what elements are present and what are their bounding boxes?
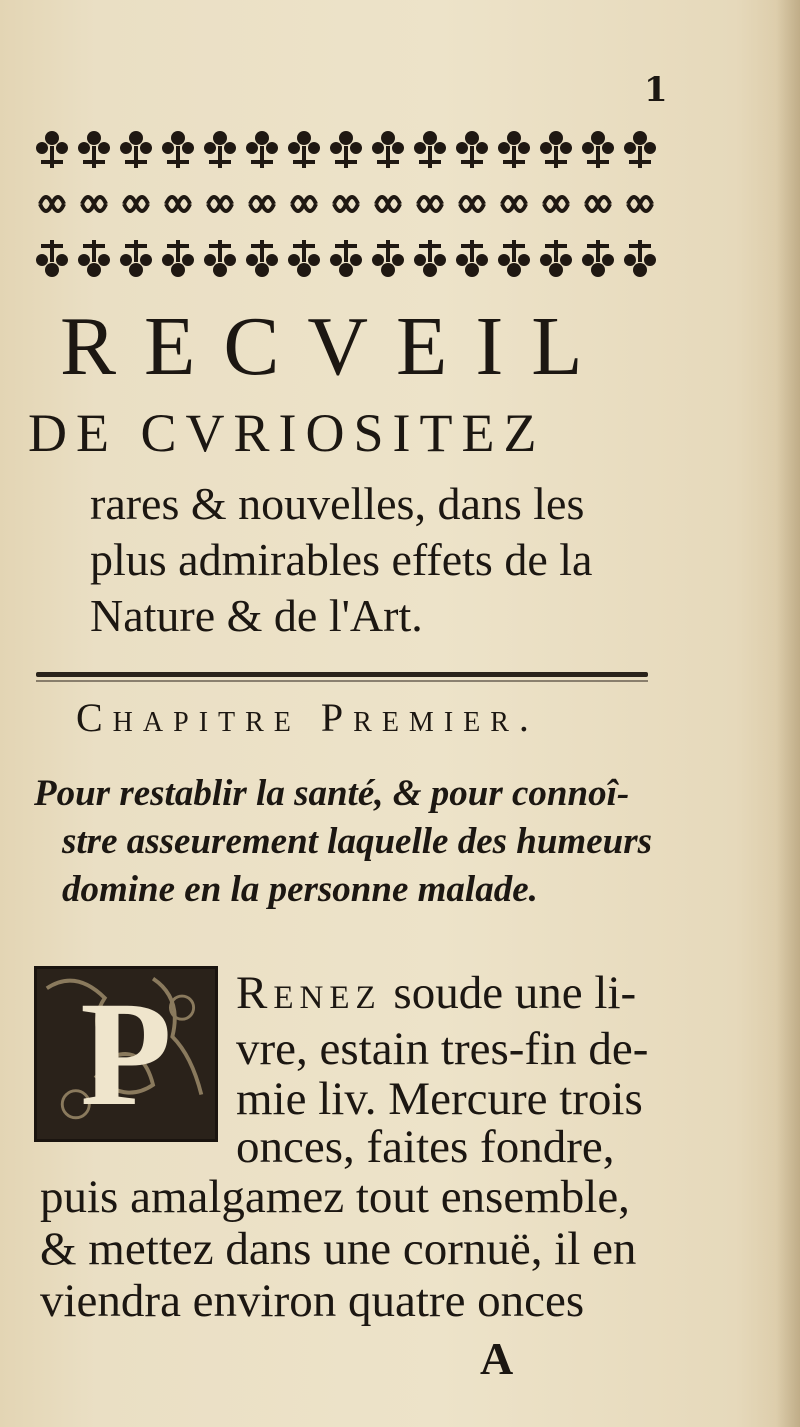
- paragraph-line: onces, faites fondre,: [236, 1121, 615, 1173]
- fleuron-icon: [204, 240, 236, 277]
- paragraph-line: viendra environ quatre onces: [40, 1275, 585, 1327]
- book-title: RECVEIL: [60, 300, 611, 393]
- fleuron-icon: [120, 240, 152, 277]
- fleuron-icon: [624, 240, 656, 277]
- fleuron-ornament-band: [30, 112, 660, 292]
- fleuron-icon: [372, 131, 404, 168]
- fleuron-icon: [246, 240, 278, 277]
- title-line: plus admirables effets de la: [90, 534, 593, 585]
- fleuron-icon: [544, 197, 568, 211]
- summary-line: Pour restablir la santé, & pour connoî-: [34, 773, 630, 814]
- fleuron-icon: [540, 240, 572, 277]
- fleuron-icon: [246, 131, 278, 168]
- fleuron-icon: [498, 131, 530, 168]
- fleuron-icon: [162, 240, 194, 277]
- page-number: 1: [644, 70, 668, 110]
- fleuron-icon: [292, 197, 316, 211]
- fleuron-icon: [372, 240, 404, 277]
- fleuron-icon: [162, 131, 194, 168]
- fleuron-icon: [334, 197, 358, 211]
- fleuron-icon: [36, 240, 68, 277]
- fleuron-icon: [418, 197, 442, 211]
- fleuron-icon: [36, 131, 68, 168]
- fleuron-icon: [456, 240, 488, 277]
- fleuron-icon: [82, 197, 106, 211]
- title-continuation: [90, 476, 690, 644]
- signature-mark: A: [480, 1333, 514, 1384]
- paragraph-first-word: Renez: [236, 967, 382, 1019]
- fleuron-icon: [288, 240, 320, 277]
- fleuron-icon: [250, 197, 274, 211]
- horizontal-rule-thin: [36, 680, 648, 682]
- fleuron-icon: [498, 240, 530, 277]
- title-line: rares & nouvelles, dans les: [90, 478, 585, 529]
- fleuron-icon: [78, 240, 110, 277]
- fleuron-icon: [330, 131, 362, 168]
- fleuron-icon: [540, 131, 572, 168]
- fleuron-icon: [208, 197, 232, 211]
- paragraph-line: & mettez dans une cornuë, il en: [40, 1223, 637, 1275]
- fleuron-icon: [502, 197, 526, 211]
- fleuron-icon: [414, 240, 446, 277]
- fleuron-icon: [120, 131, 152, 168]
- summary-line: stre asseurement laquelle des humeurs: [62, 821, 652, 862]
- fleuron-icon: [40, 197, 64, 211]
- paragraph-line-text: soude une li-: [393, 967, 637, 1019]
- paragraph-line: mie liv. Mercure trois: [236, 1073, 643, 1125]
- chapter-heading: Chapitre Premier.: [76, 695, 539, 740]
- summary-line: domine en la personne malade.: [62, 869, 538, 910]
- fleuron-icon: [460, 197, 484, 211]
- chapter-summary: [34, 770, 674, 914]
- fleuron-icon: [330, 240, 362, 277]
- paragraph-line: puis amalgamez tout ensemble,: [40, 1171, 630, 1223]
- fleuron-icon: [288, 131, 320, 168]
- fleuron-icon: [124, 197, 148, 211]
- paragraph-line: vre, estain tres-fin de-: [236, 1023, 649, 1075]
- horizontal-rule: [36, 672, 648, 677]
- fleuron-icon: [414, 131, 446, 168]
- fleuron-icon: [456, 131, 488, 168]
- fleuron-icon: [376, 197, 400, 211]
- fleuron-icon: [204, 131, 236, 168]
- page-edge-shadow: [776, 0, 800, 1427]
- fleuron-icon: [586, 197, 610, 211]
- fleuron-icon: [582, 131, 614, 168]
- title-line: Nature & de l'Art.: [90, 590, 423, 641]
- fleuron-icon: [166, 197, 190, 211]
- drop-cap-letter: P: [80, 971, 172, 1137]
- paragraph-line: [236, 967, 637, 1019]
- drop-cap: [34, 966, 218, 1142]
- fleuron-icon: [628, 197, 652, 211]
- fleuron-icon: [624, 131, 656, 168]
- fleuron-icon: [78, 131, 110, 168]
- fleuron-icon: [582, 240, 614, 277]
- book-subtitle: DE CVRIOSITEZ: [28, 403, 546, 463]
